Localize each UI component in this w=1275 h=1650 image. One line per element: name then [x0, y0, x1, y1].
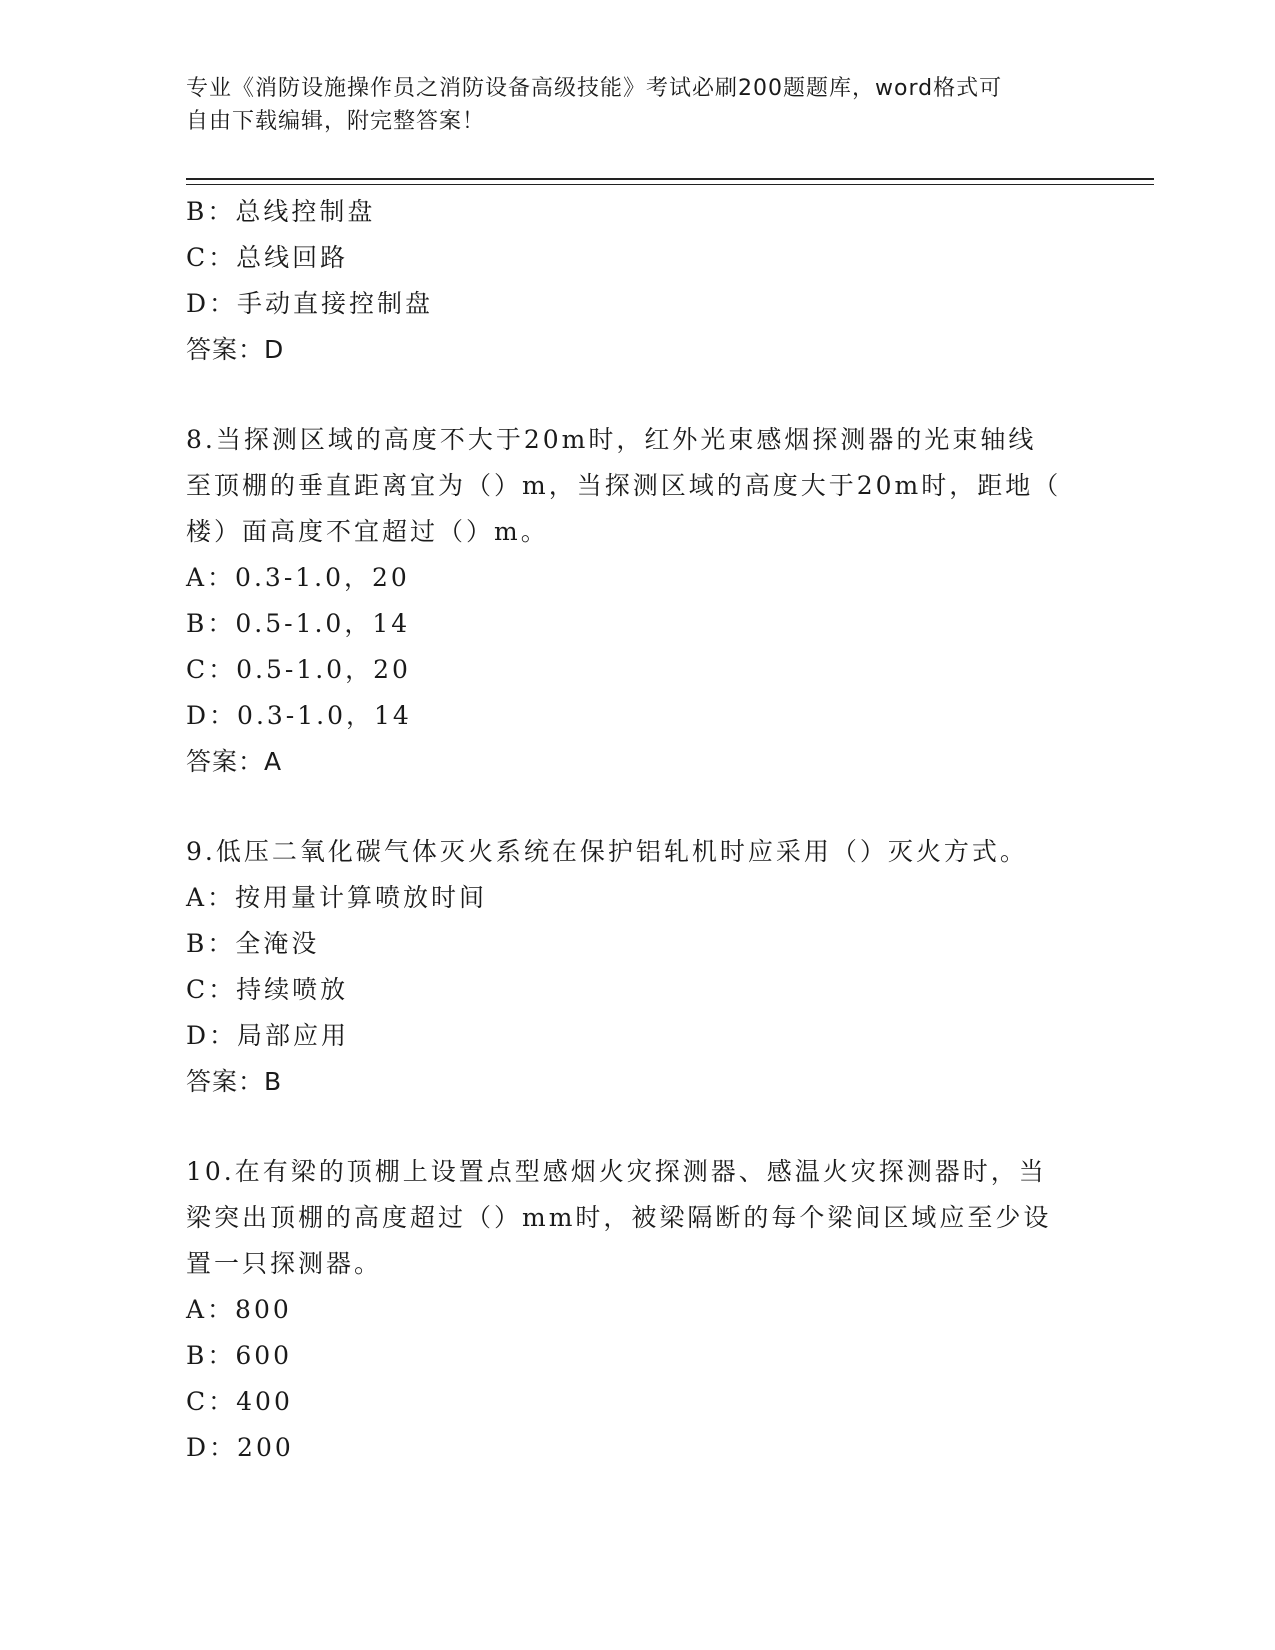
question-10 — [186, 1149, 1086, 1471]
option-b: B：600 — [186, 1341, 293, 1370]
header-rule-thin — [186, 184, 1154, 185]
prev-question-block — [186, 189, 1086, 373]
option-a: A：800 — [186, 1295, 292, 1324]
question-stem-line: 至顶棚的垂直距离宜为（）m，当探测区域的高度大于20m时，距地（ — [186, 471, 1062, 500]
answer-line: 答案：D — [186, 335, 285, 364]
option-d: D：200 — [186, 1433, 294, 1462]
answer-line: 答案：A — [186, 747, 283, 776]
option-d: D：手动直接控制盘 — [186, 289, 434, 318]
header-line-1: 专业《消防设施操作员之消防设备高级技能》考试必刷200题题库，word格式可 — [186, 76, 1003, 101]
option-b: B：总线控制盘 — [186, 197, 376, 226]
answer-line: 答案：B — [186, 1067, 283, 1096]
option-c: C：400 — [186, 1387, 293, 1416]
question-content — [186, 189, 1086, 1471]
document-header — [186, 72, 1066, 138]
option-d: D：0.3-1.0，14 — [186, 701, 412, 730]
option-b: B：0.5-1.0，14 — [186, 609, 411, 638]
header-line-2: 自由下载编辑，附完整答案！ — [186, 109, 486, 134]
option-c: C：0.5-1.0，20 — [186, 655, 411, 684]
option-c: C：持续喷放 — [186, 975, 349, 1004]
question-stem-line: 楼）面高度不宜超过（）m。 — [186, 517, 549, 546]
spacer — [186, 785, 1086, 829]
question-stem-line: 10.在有梁的顶棚上设置点型感烟火灾探测器、感温火灾探测器时，当 — [186, 1157, 1047, 1186]
spacer — [186, 373, 1086, 417]
question-stem-line: 8.当探测区域的高度不大于20m时，红外光束感烟探测器的光束轴线 — [186, 425, 1037, 454]
question-stem-line: 9.低压二氧化碳气体灭火系统在保护铝轧机时应采用（）灭火方式。 — [186, 837, 1028, 866]
option-a: A：按用量计算喷放时间 — [186, 883, 488, 912]
question-stem-line: 置一只探测器。 — [186, 1249, 383, 1278]
option-c: C：总线回路 — [186, 243, 349, 272]
question-9 — [186, 829, 1086, 1105]
option-b: B：全淹没 — [186, 929, 320, 958]
question-8 — [186, 417, 1086, 785]
option-a: A：0.3-1.0，20 — [186, 563, 410, 592]
spacer — [186, 1105, 1086, 1149]
option-d: D：局部应用 — [186, 1021, 350, 1050]
question-stem-line: 梁突出顶棚的高度超过（）mm时，被梁隔断的每个梁间区域应至少设 — [186, 1203, 1052, 1232]
header-rule-thick — [186, 178, 1154, 180]
